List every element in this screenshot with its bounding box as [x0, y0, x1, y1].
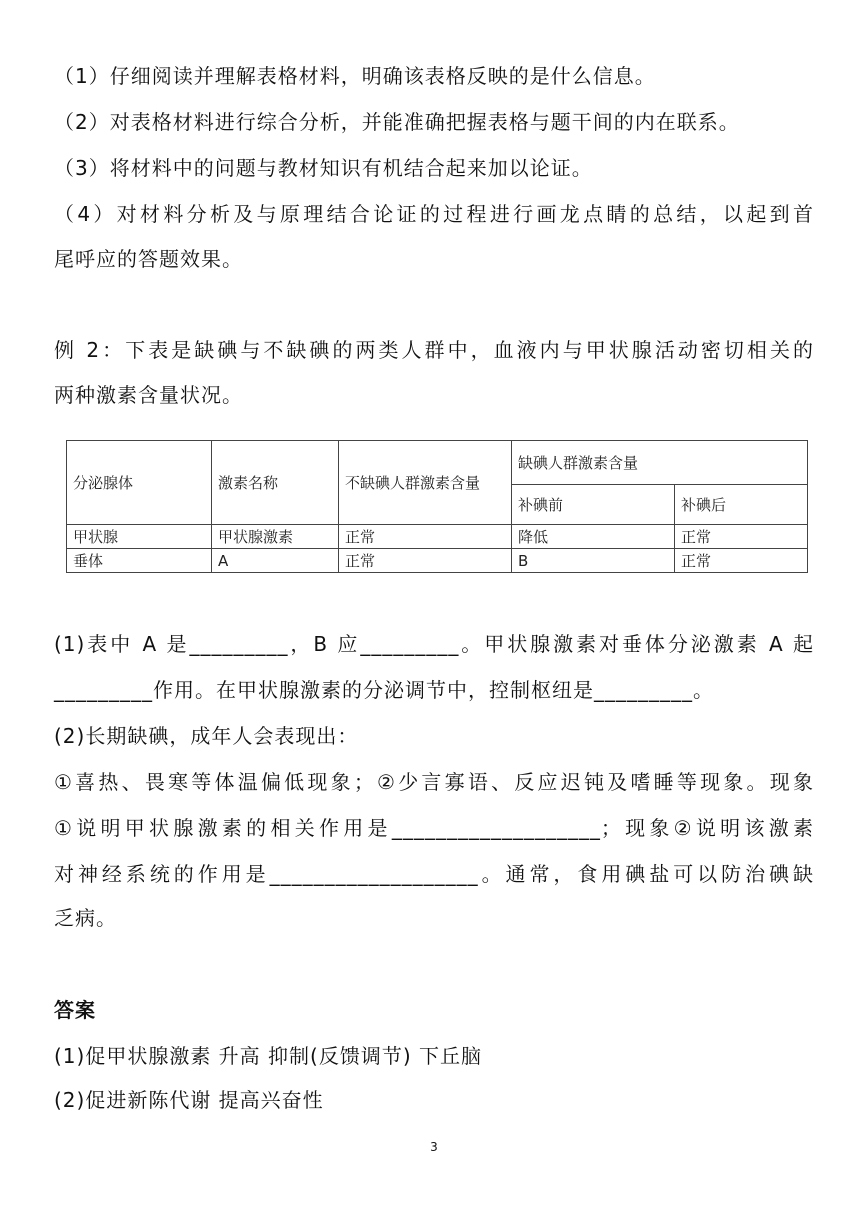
question-1-line-1: (1)表中 A 是_________，B 应_________。甲状腺激素对垂体分泌激素 A 起: [54, 632, 814, 656]
answer-line-2: (2)促进新陈代谢 提高兴奋性: [54, 1088, 324, 1112]
table-cell: 正常: [339, 525, 512, 549]
question-1-line-2: _________作用。在甲状腺激素的分泌调节中，控制枢纽是_________。: [54, 678, 714, 702]
question-2-line-4: 对神经系统的作用是___________________。通常，食用碘盐可以防治碘缺: [54, 862, 814, 886]
table-cell: B: [512, 549, 675, 573]
table-cell: 降低: [512, 525, 675, 549]
table-cell: 甲状腺激素: [212, 525, 339, 549]
step-4-continued: 尾呼应的答题效果。: [54, 247, 243, 271]
header-before-iodine: 补碘前: [512, 485, 675, 525]
question-2-line-2: ①喜热、畏寒等体温偏低现象；②少言寡语、反应迟钝及嗜睡等现象。现象: [54, 770, 814, 794]
header-normal-group: 不缺碘人群激素含量: [339, 441, 512, 525]
table-header-row: [67, 441, 808, 485]
table-cell: 甲状腺: [67, 525, 212, 549]
table-cell: 正常: [339, 549, 512, 573]
hormone-table: [66, 440, 808, 573]
question-2-line-3: ①说明甲状腺激素的相关作用是___________________；现象②说明该激素: [54, 816, 814, 840]
table-row: [67, 549, 808, 573]
header-hormone: 激素名称: [212, 441, 339, 525]
step-1: （1）仔细阅读并理解表格材料，明确该表格反映的是什么信息。: [54, 64, 656, 88]
header-deficient-group: 缺碘人群激素含量: [512, 441, 808, 485]
page-number: 3: [430, 1140, 438, 1154]
step-2: （2）对表格材料进行综合分析，并能准确把握表格与题干间的内在联系。: [54, 110, 740, 134]
table-cell: A: [212, 549, 339, 573]
table-row: [67, 525, 808, 549]
header-gland: 分泌腺体: [67, 441, 212, 525]
step-3: （3）将材料中的问题与教材知识有机结合起来加以论证。: [54, 156, 593, 180]
step-4: （4）对材料分析及与原理结合论证的过程进行画龙点睛的总结，以起到首: [54, 202, 814, 226]
example-intro-line-2: 两种激素含量状况。: [54, 383, 243, 407]
answer-heading: 答案: [54, 998, 96, 1022]
table-cell: 正常: [675, 549, 808, 573]
example-intro-line-1: 例 2：下表是缺碘与不缺碘的两类人群中，血液内与甲状腺活动密切相关的: [54, 338, 814, 362]
table-cell: 正常: [675, 525, 808, 549]
table-cell: 垂体: [67, 549, 212, 573]
answer-line-1: (1)促甲状腺激素 升高 抑制(反馈调节) 下丘脑: [54, 1044, 483, 1068]
question-2-line-5: 乏病。: [54, 906, 117, 930]
header-after-iodine: 补碘后: [675, 485, 808, 525]
question-2-line-1: (2)长期缺碘，成年人会表现出：: [54, 724, 359, 748]
